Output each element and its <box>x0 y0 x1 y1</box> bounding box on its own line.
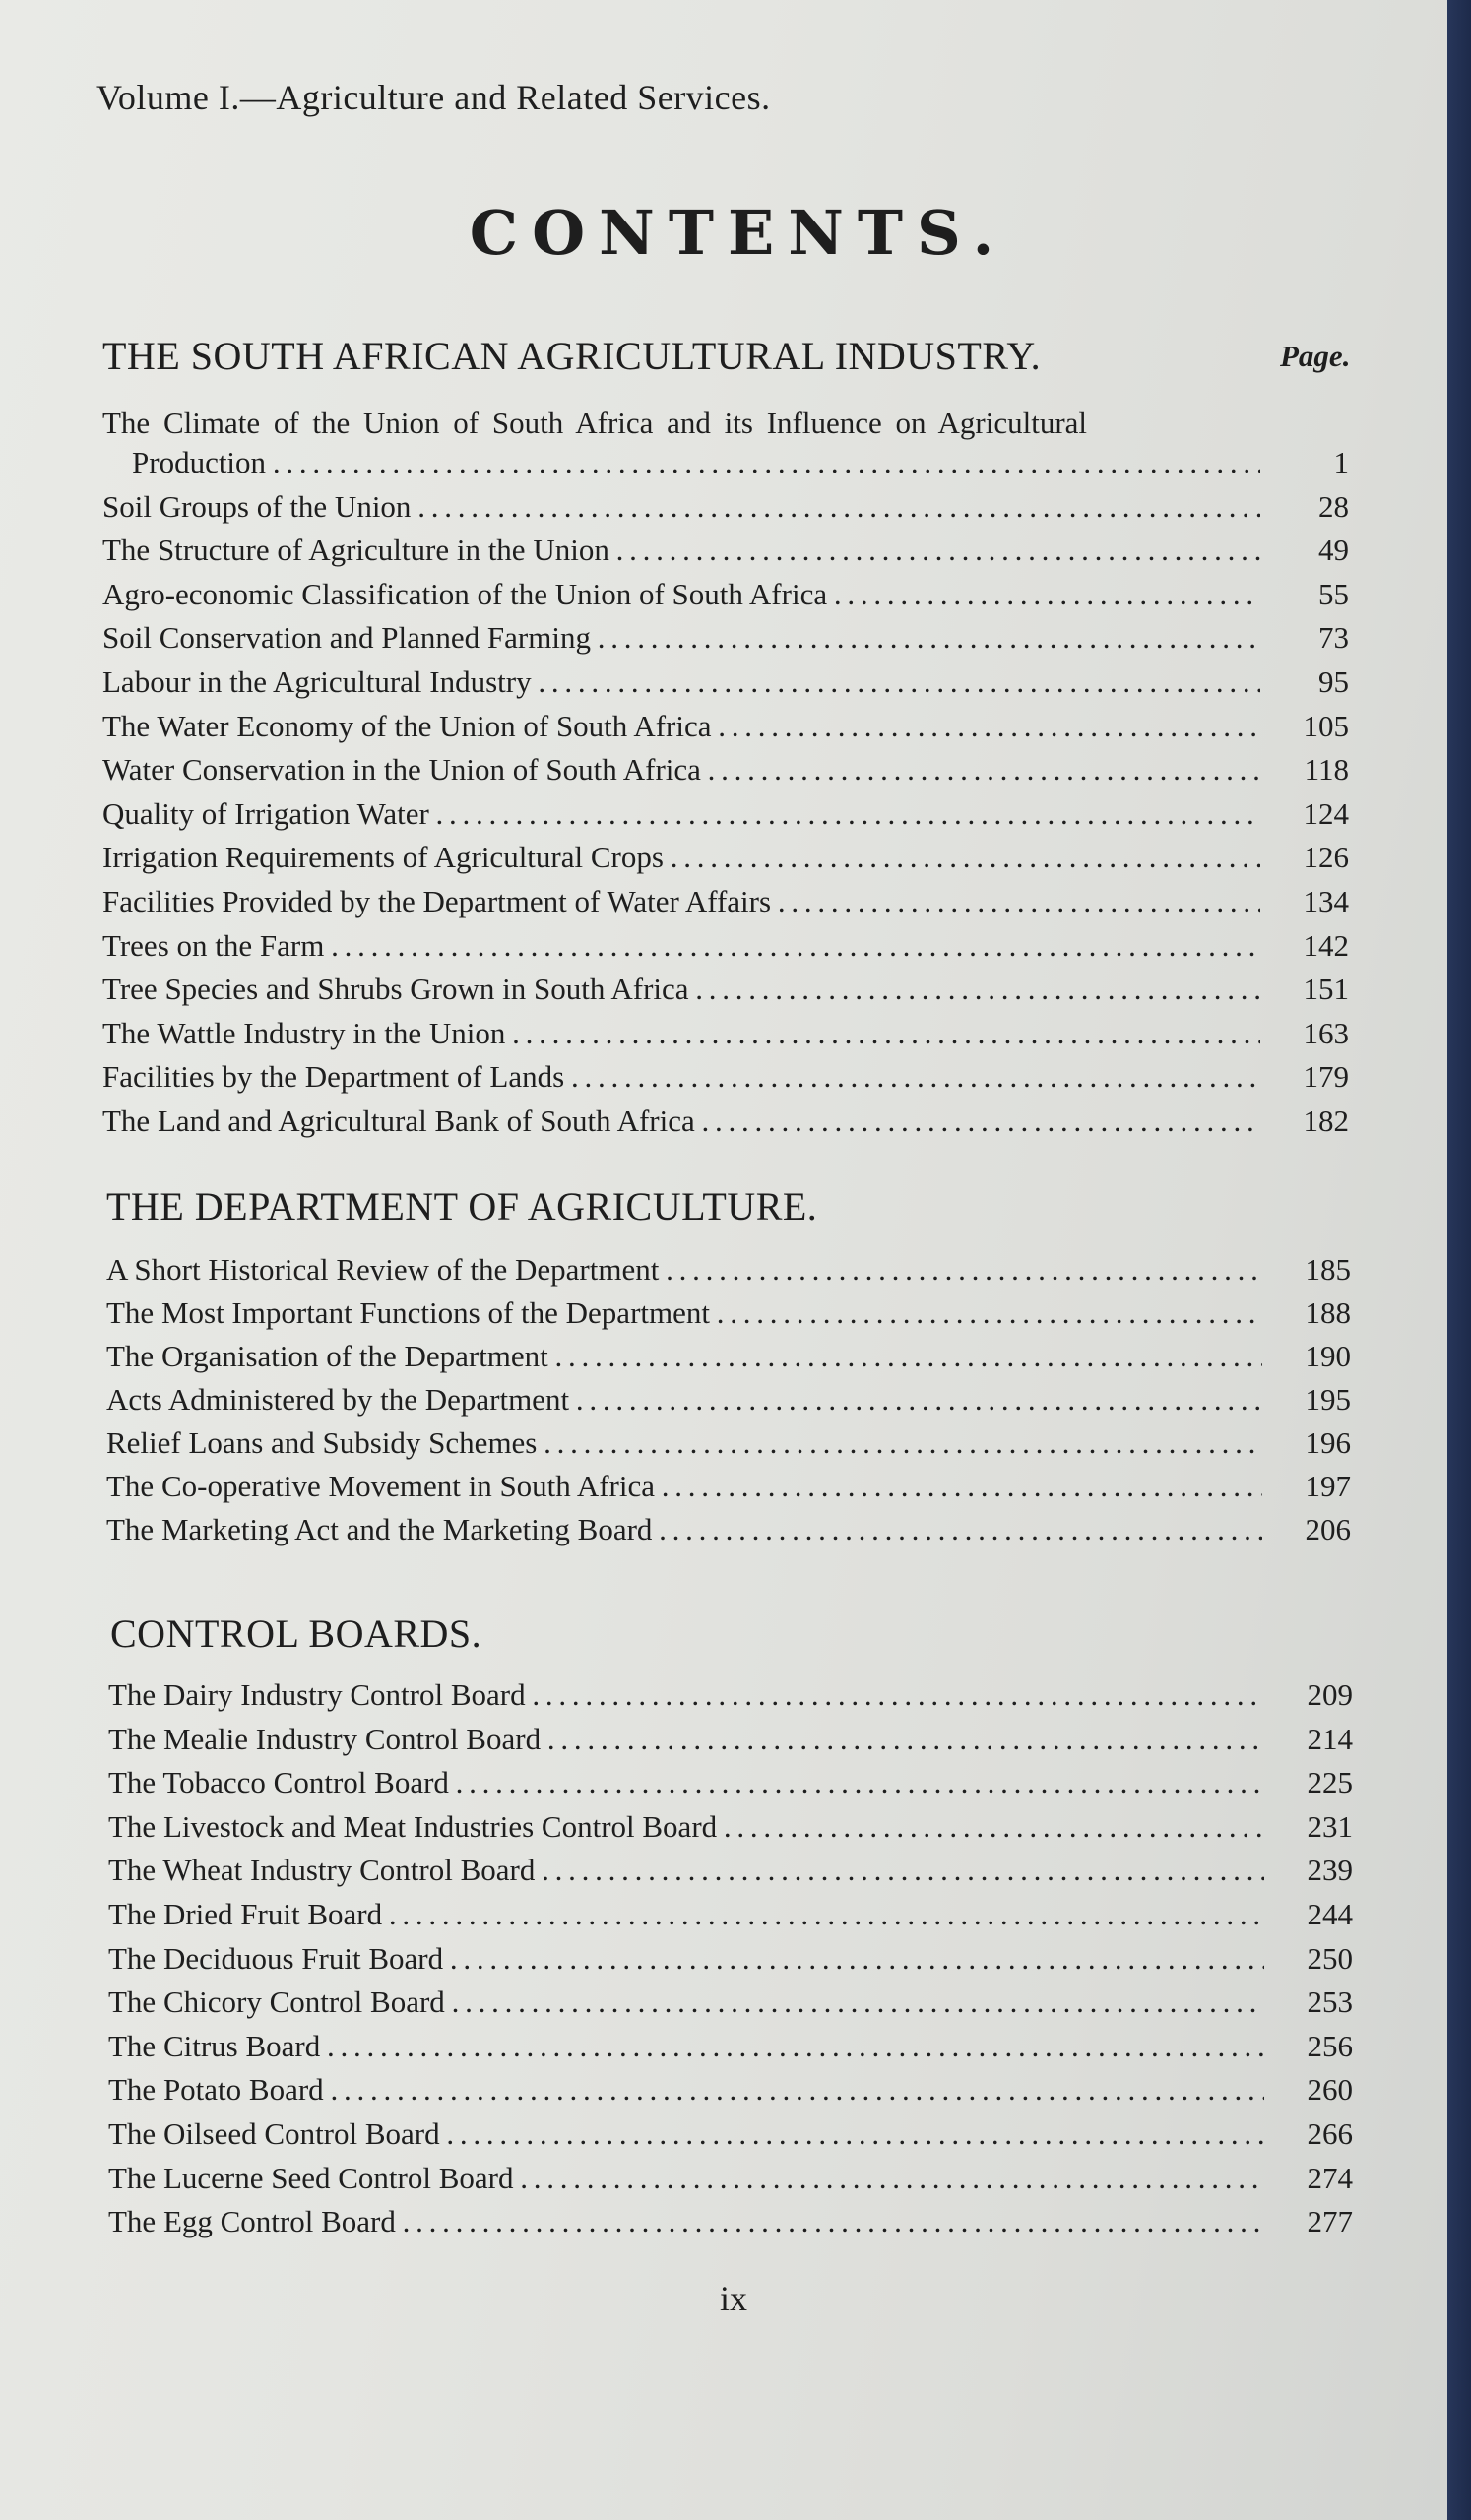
toc-entry <box>102 924 1349 968</box>
toc-entry-page: 55 <box>1318 576 1349 611</box>
toc-entry-page: 182 <box>1303 1103 1349 1138</box>
toc-entry-title: The Chicory Control Board . . . <box>108 1981 1264 2024</box>
toc-entry <box>106 1248 1351 1292</box>
toc-entry-page: 253 <box>1307 1984 1353 2020</box>
contents-title: CONTENTS. <box>469 197 1008 269</box>
toc-entry-title: The Wheat Industry Control Board . . . <box>108 1849 1264 1892</box>
toc-entry-page: 28 <box>1318 488 1349 524</box>
toc-entry <box>108 1849 1353 1892</box>
toc-entry <box>108 1893 1353 1936</box>
toc-entry <box>108 2200 1353 2243</box>
toc-entry <box>102 402 1349 484</box>
toc-entry-page: 188 <box>1305 1295 1351 1330</box>
toc-entry <box>106 1292 1351 1335</box>
book-cover-edge <box>1447 0 1471 2520</box>
toc-entry-page: 95 <box>1318 664 1349 699</box>
toc-entry <box>102 1100 1349 1143</box>
toc-entry-page: 105 <box>1303 708 1349 743</box>
toc-entry-page: 179 <box>1303 1059 1349 1095</box>
toc-entry-title: Facilities Provided by the Department of Water Affairs . . . <box>102 880 1260 923</box>
toc-entry-title: The Dried Fruit Board . . . <box>108 1893 1264 1936</box>
toc-entry-page: 231 <box>1307 1808 1353 1844</box>
toc-entry <box>102 1012 1349 1055</box>
toc-entry-title: The Tobacco Control Board . . . <box>108 1761 1264 1804</box>
toc-entry-page: 277 <box>1307 2204 1353 2239</box>
toc-entry-title: Relief Loans and Subsidy Schemes . . . <box>106 1421 1262 1465</box>
toc-entry-page: 244 <box>1307 1897 1353 1931</box>
toc-entry-page: 1 <box>1333 445 1349 479</box>
toc-entry-title: The Lucerne Seed Control Board . . . <box>108 2157 1264 2200</box>
section-heading-control-boards: CONTROL BOARDS. <box>110 1611 482 1656</box>
toc-entry-page: 142 <box>1303 927 1349 963</box>
toc-entry <box>102 1055 1349 1099</box>
toc-entry-page: 134 <box>1303 884 1349 918</box>
toc-entry <box>108 2025 1353 2068</box>
toc-entry-page: 239 <box>1307 1853 1353 1888</box>
toc-entry <box>102 836 1349 879</box>
toc-entry <box>102 529 1349 572</box>
toc-entry <box>102 748 1349 791</box>
toc-entry-title: Soil Conservation and Planned Farming . . . <box>102 616 1260 660</box>
toc-entry-page: 206 <box>1305 1512 1351 1546</box>
toc-entry-title: The Co-operative Movement in South Africa . . . <box>106 1465 1262 1508</box>
toc-entry <box>108 2068 1353 2111</box>
toc-entry-page: 185 <box>1305 1252 1351 1287</box>
toc-entry <box>108 1718 1353 1761</box>
toc-entry-page: 118 <box>1304 752 1349 788</box>
toc-entry-title: Facilities by the Department of Lands . . . <box>102 1055 1260 1099</box>
toc-entry-page: 214 <box>1307 1721 1353 1756</box>
toc-entry-title: Labour in the Agricultural Industry . . . <box>102 661 1260 704</box>
toc-entry-page: 266 <box>1307 2116 1353 2151</box>
toc-entry-title: The Wattle Industry in the Union . . . <box>102 1012 1260 1055</box>
toc-entry-page: 250 <box>1307 1940 1353 1976</box>
toc-entry-title: A Short Historical Review of the Department . . . <box>106 1248 1262 1292</box>
toc-entry-title: Soil Groups of the Union . . . <box>102 485 1260 529</box>
section-heading-department: THE DEPARTMENT OF AGRICULTURE. <box>106 1184 818 1228</box>
toc-entry <box>102 573 1349 616</box>
toc-entry-title: The Citrus Board . . . <box>108 2025 1264 2068</box>
toc-entry-title: Trees on the Farm . . . <box>102 924 1260 968</box>
toc-entry-page: 197 <box>1305 1469 1351 1503</box>
toc-entry <box>108 1673 1353 1717</box>
toc-entry-title: The Marketing Act and the Marketing Board . . . <box>106 1508 1262 1551</box>
toc-entry-page: 126 <box>1303 840 1349 875</box>
toc-entry-page: 256 <box>1307 2028 1353 2063</box>
toc-entry <box>102 661 1349 704</box>
toc-entry-page: 49 <box>1318 533 1349 568</box>
toc-entry-page: 190 <box>1305 1339 1351 1373</box>
toc-entry-title: The Deciduous Fruit Board . . . <box>108 1937 1264 1981</box>
toc-entry <box>108 1937 1353 1981</box>
toc-entry <box>102 880 1349 923</box>
toc-entry-page: 163 <box>1303 1015 1349 1050</box>
toc-entry <box>106 1421 1351 1465</box>
toc-entry-page: 195 <box>1305 1382 1351 1417</box>
toc-entry <box>102 616 1349 660</box>
toc-entry-page: 151 <box>1303 972 1349 1007</box>
toc-entry <box>102 792 1349 836</box>
toc-entry-page: 225 <box>1307 1765 1353 1800</box>
toc-entry-title: Tree Species and Shrubs Grown in South Africa . . . <box>102 968 1260 1011</box>
toc-entry-title: The Land and Agricultural Bank of South Africa . . . <box>102 1100 1260 1143</box>
toc-entry-title: Production . . . <box>132 441 1260 484</box>
toc-entry-title: Quality of Irrigation Water . . . <box>102 792 1260 836</box>
toc-entry-page: 124 <box>1303 795 1349 831</box>
toc-entry <box>102 485 1349 529</box>
toc-entry <box>106 1465 1351 1508</box>
toc-entry-title: The Potato Board . . . <box>108 2068 1264 2111</box>
toc-entry-page: 209 <box>1307 1677 1353 1712</box>
page-column-label: Page. <box>1280 339 1351 373</box>
toc-entry <box>108 2112 1353 2156</box>
toc-entry-title: Acts Administered by the Department . . . <box>106 1378 1262 1421</box>
toc-entry-title: Water Conservation in the Union of South Africa . . . <box>102 748 1260 791</box>
toc-entry-title: The Organisation of the Department . . . <box>106 1335 1262 1378</box>
toc-entry-title: The Dairy Industry Control Board . . . <box>108 1673 1264 1717</box>
toc-entry-title: Irrigation Requirements of Agricultural Crops . . . <box>102 836 1260 879</box>
toc-entry-title: The Structure of Agriculture in the Union . . . <box>102 529 1260 572</box>
toc-entry-page: 260 <box>1307 2072 1353 2108</box>
toc-entry-title-line: The Climate of the Union of South Africa and its Influence on Agricultural <box>102 406 1088 440</box>
toc-entry-title: The Water Economy of the Union of South Africa . . . <box>102 705 1260 748</box>
toc-entry-title: The Mealie Industry Control Board . . . <box>108 1718 1264 1761</box>
toc-entry <box>108 2157 1353 2200</box>
section-heading-industry: THE SOUTH AFRICAN AGRICULTURAL INDUSTRY. <box>102 334 1042 378</box>
toc-entry <box>106 1335 1351 1378</box>
toc-entry <box>106 1508 1351 1551</box>
volume-header: Volume I.—Agriculture and Related Services. <box>96 78 771 117</box>
toc-entry-page: 196 <box>1305 1425 1351 1460</box>
toc-entry-title: The Livestock and Meat Industries Control Board . . . <box>108 1805 1264 1849</box>
toc-entry-page: 73 <box>1318 620 1349 656</box>
page-number: ix <box>719 2279 747 2318</box>
toc-entry <box>108 1805 1353 1849</box>
toc-entry-title: The Egg Control Board . . . <box>108 2200 1264 2243</box>
toc-entry-title: The Most Important Functions of the Department . . . <box>106 1292 1262 1335</box>
toc-entry <box>108 1761 1353 1804</box>
toc-entry-page: 274 <box>1307 2160 1353 2195</box>
toc-entry <box>102 705 1349 748</box>
toc-entry <box>102 968 1349 1011</box>
toc-entry-title: Agro-economic Classification of the Union of South Africa . . . <box>102 573 1260 616</box>
toc-entry <box>108 1981 1353 2024</box>
toc-entry-title: The Oilseed Control Board . . . <box>108 2112 1264 2156</box>
toc-entry <box>106 1378 1351 1421</box>
